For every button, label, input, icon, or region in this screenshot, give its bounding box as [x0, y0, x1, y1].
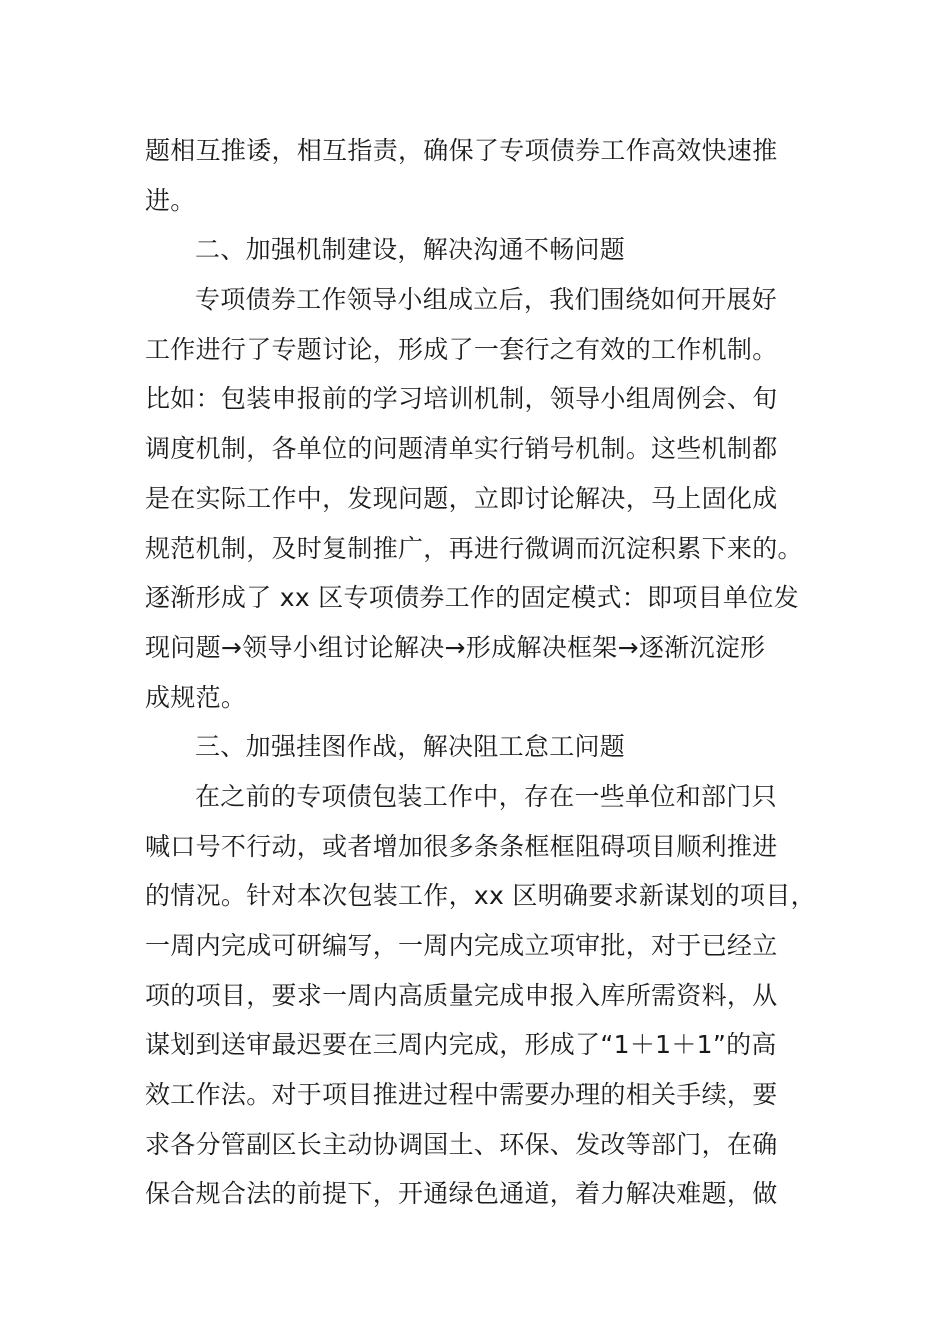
text-line: 现问题→领导小组讨论解决→形成解决框架→逐渐沉淀形: [145, 632, 766, 662]
text-line: 规范机制，及时复制推广，再进行微调而沉淀积累下来的。: [145, 533, 803, 563]
text-line: 的情况。针对本次包装工作，xx 区明确要求新谋划的项目，: [145, 881, 816, 911]
text-line: 调度机制，各单位的问题清单实行销号机制。这些机制都: [145, 434, 778, 464]
text-line: 题相互推诿，相互指责，确保了专项债券工作高效快速推: [145, 136, 778, 165]
text-line: 效工作法。对于项目推进过程中需要办理的相关手续，要: [145, 1080, 778, 1110]
text-line: 一周内完成可研编写，一周内完成立项审批，对于已经立: [145, 931, 778, 960]
text-line: 逐渐形成了 xx 区专项债券工作的固定模式：即项目单位发: [145, 583, 799, 613]
text-line: 成规范。: [145, 682, 247, 712]
text-line: 在之前的专项债包装工作中，存在一些单位和部门只: [195, 781, 777, 811]
text-line: 是在实际工作中，发现问题，立即讨论解决，马上固化成: [145, 483, 778, 513]
text-line: 求各分管副区长主动协调国土、环保、发改等部门，在确: [145, 1129, 778, 1159]
text-line: 保合规合法的前提下，开通绿色通道，着力解决难题，做: [145, 1179, 778, 1209]
text-line: 喊口号不行动，或者增加很多条条框框阻碍项目顺利推进: [145, 831, 778, 861]
text-line: 谋划到送审最迟要在三周内完成，形成了“1＋1＋1”的高: [145, 1030, 777, 1060]
text-line: 二、加强机制建设，解决沟通不畅问题: [195, 235, 626, 265]
body-text: [145, 126, 825, 1219]
text-line: 专项债券工作领导小组成立后，我们围绕如何开展好: [195, 285, 777, 315]
text-line: 比如：包装申报前的学习培训机制，领导小组周例会、旬: [145, 384, 778, 414]
text-line: 三、加强挂图作战，解决阻工怠工问题: [195, 732, 626, 762]
text-line: 工作进行了专题讨论，形成了一套行之有效的工作机制。: [145, 334, 778, 364]
text-line: 进。: [145, 185, 196, 215]
text-line: 项的项目，要求一周内高质量完成申报入库所需资料，从: [145, 980, 778, 1010]
